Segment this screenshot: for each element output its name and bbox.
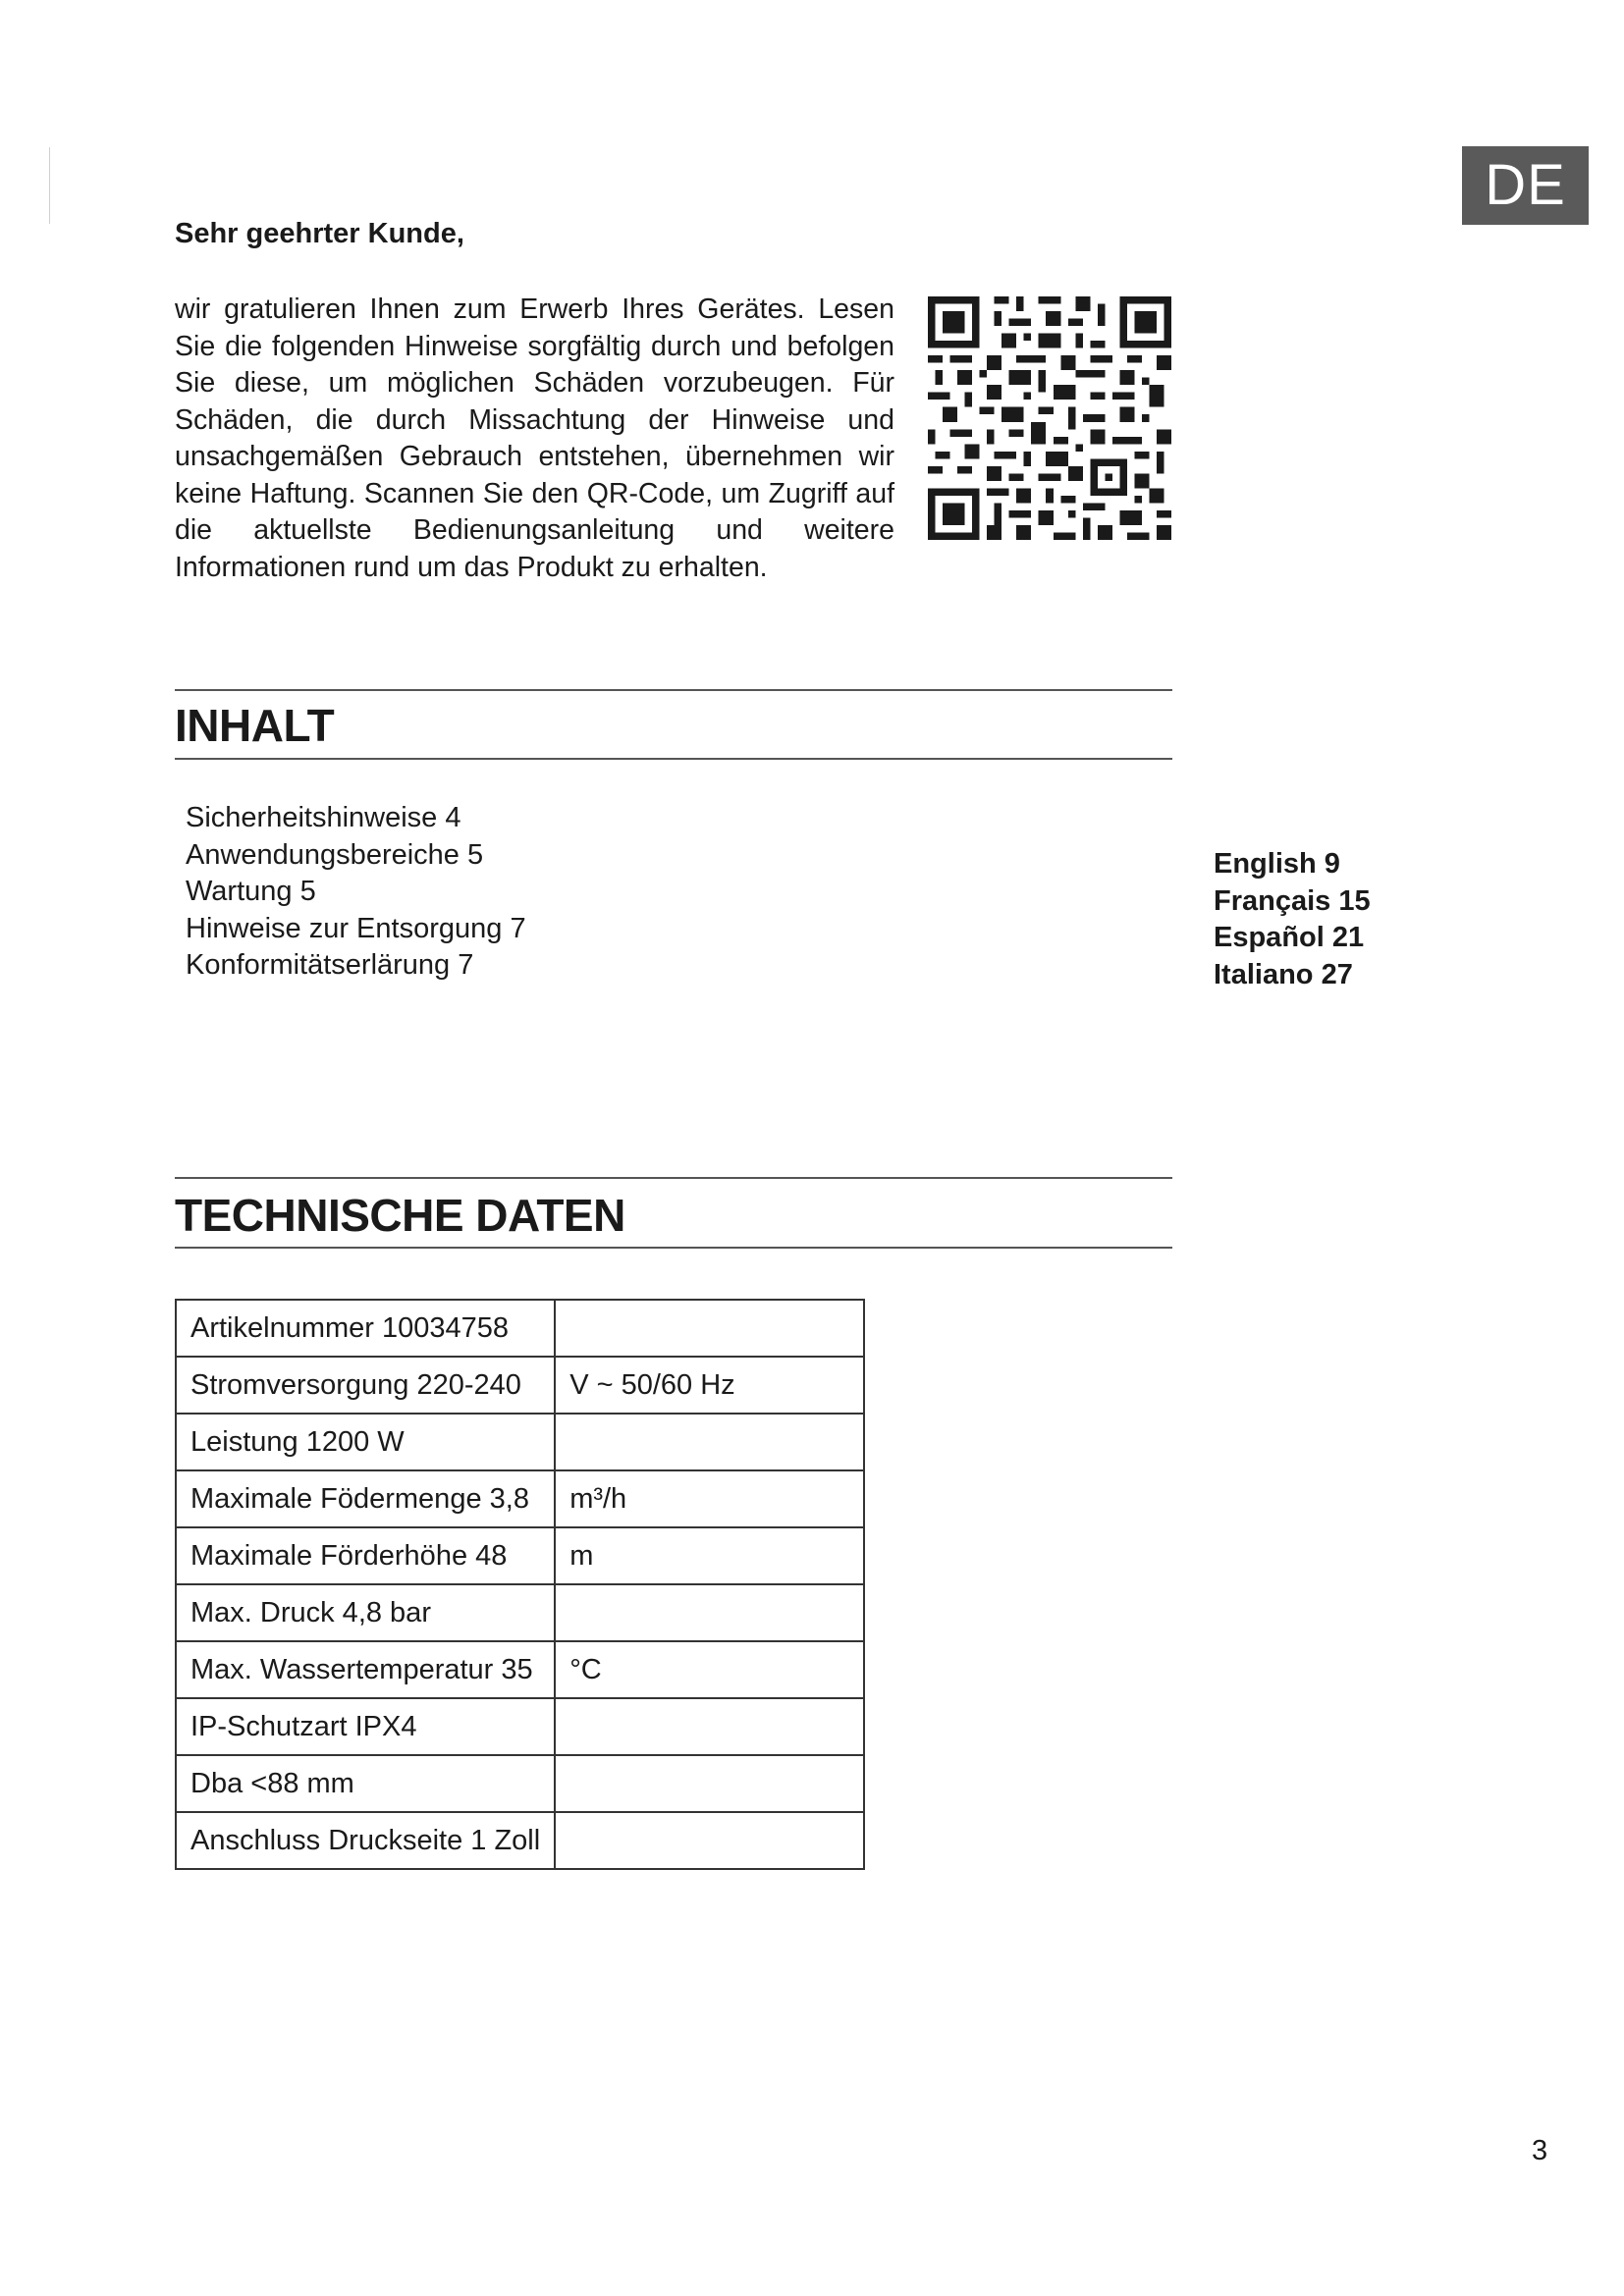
language-item: English 9 [1214, 848, 1340, 880]
language-badge: DE [1462, 146, 1589, 225]
spec-value [555, 1584, 864, 1641]
table-row [176, 1357, 864, 1414]
language-index [1214, 846, 1371, 993]
spec-value [555, 1755, 864, 1812]
spec-label: Maximale Födermenge 3,8 [176, 1470, 555, 1527]
table-row [176, 1470, 864, 1527]
inhalt-top-rule [175, 689, 1172, 691]
specs-top-rule [175, 1177, 1172, 1179]
spec-label: Max. Wassertemperatur 35 [176, 1641, 555, 1698]
specs-table [175, 1299, 865, 1870]
spec-label: Stromversorgung 220-240 [176, 1357, 555, 1414]
table-row [176, 1414, 864, 1470]
spec-value: m³/h [555, 1470, 864, 1527]
inhalt-bottom-rule [175, 758, 1172, 760]
toc-item: Sicherheitshinweise 4 [186, 802, 461, 833]
spec-label: Artikelnummer 10034758 [176, 1300, 555, 1357]
specs-heading: TECHNISCHE DATEN [175, 1190, 625, 1241]
language-item: Italiano 27 [1214, 958, 1353, 990]
spec-value [555, 1698, 864, 1755]
spec-label: Dba <88 mm [176, 1755, 555, 1812]
spec-label: Max. Druck 4,8 bar [176, 1584, 555, 1641]
toc-item: Wartung 5 [186, 876, 316, 907]
table-of-contents [186, 800, 526, 985]
language-item: Español 21 [1214, 922, 1365, 953]
toc-item: Hinweise zur Entsorgung 7 [186, 912, 526, 944]
spec-value [555, 1812, 864, 1869]
spec-label: Anschluss Druckseite 1 Zoll [176, 1812, 555, 1869]
spec-label: Leistung 1200 W [176, 1414, 555, 1470]
greeting: Sehr geehrter Kunde, [175, 218, 464, 249]
table-row [176, 1812, 864, 1869]
toc-item: Anwendungsbereiche 5 [186, 838, 484, 871]
table-row [176, 1584, 864, 1641]
margin-line [49, 147, 50, 224]
spec-value [555, 1414, 864, 1470]
spec-value: °C [555, 1641, 864, 1698]
page-number: 3 [1532, 2135, 1548, 2166]
spec-label: Maximale Förderhöhe 48 [176, 1527, 555, 1584]
table-row [176, 1698, 864, 1755]
spec-value [555, 1300, 864, 1357]
intro-paragraph: wir gratulieren Ihnen zum Erwerb Ihres Gerätes. Lesen Sie die folgenden Hinweise sorgfältig durch und befolgen Sie diese, um möglichen Schäden vorzubeugen. Für Schäden, die durch Missachtung der Hinweise und unsachgemäßen Gebrauch entstehen, übernehmen wir keine Haftung. Scannen Sie den QR-Code, um Zugriff auf die aktuellste Bedienungsanleitung und weitere Informationen rund um das Produkt zu erhalten. [175, 294, 894, 583]
toc-item: Konformitätserlärung 7 [186, 949, 474, 981]
specs-bottom-rule [175, 1247, 1172, 1249]
table-row [176, 1300, 864, 1357]
table-row [176, 1527, 864, 1584]
spec-value: m [555, 1527, 864, 1584]
inhalt-heading: INHALT [175, 700, 335, 751]
language-item: Français 15 [1214, 884, 1371, 917]
qr-code [928, 294, 1171, 542]
table-row [176, 1755, 864, 1812]
spec-label: IP-Schutzart IPX4 [176, 1698, 555, 1755]
spec-value: V ~ 50/60 Hz [555, 1357, 864, 1414]
table-row [176, 1641, 864, 1698]
